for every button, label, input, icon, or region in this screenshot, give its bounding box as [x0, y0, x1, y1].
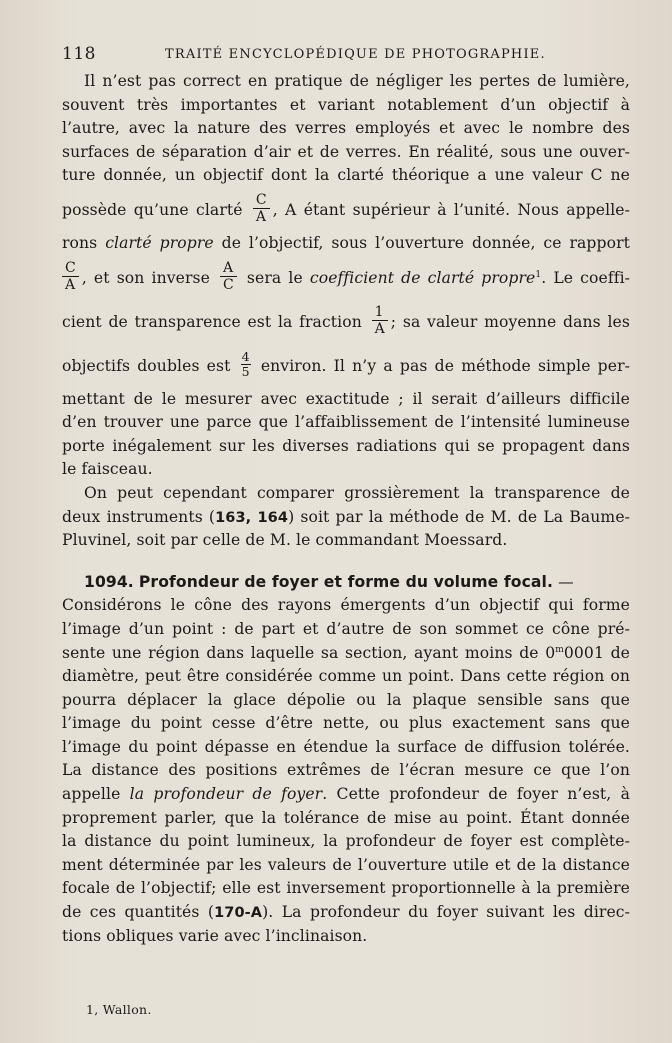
page-body: [62, 70, 630, 948]
text-line: l’image du point dépasse en étendue la surface de diffusion tolérée.: [62, 737, 630, 756]
text-segment: de ces quantités (: [62, 903, 215, 922]
text-line: Il n’est pas correct en pratique de négliger les pertes de lumière,: [84, 72, 630, 90]
text-segment: objectifs doubles est: [62, 356, 231, 375]
paragraph-clarte: [62, 70, 630, 482]
cross-reference[interactable]: 170-A: [214, 905, 263, 922]
text-line: pourra déplacer la glace dépolie ou la plaque sensible sans que: [62, 690, 630, 709]
footnote-marker[interactable]: 1: [535, 269, 542, 280]
text-line: [62, 506, 630, 530]
fraction-numerator: A: [220, 260, 237, 277]
section-heading: [62, 571, 630, 595]
text-line: porte inégalement sur les diverses radiations qui se propagent dans: [62, 436, 630, 455]
paragraph-transparence: [62, 482, 630, 553]
text-line: proprement parler, que la tolérance de mise au point. Étant donnée: [62, 808, 630, 827]
footnote: 1, Wallon.: [86, 1002, 152, 1017]
fraction-denominator: A: [65, 277, 76, 294]
text-segment: ). La profondeur du foyer suivant les direc-: [262, 903, 631, 922]
text-line: la distance du point lumineux, la profondeur de foyer est complète-: [62, 832, 630, 851]
fraction-c-over-a: [253, 192, 270, 225]
fraction-denominator: A: [374, 321, 385, 338]
text-line: ture donnée, un objectif dont la clarté théorique a une valeur C ne: [62, 166, 630, 185]
text-line-with-fraction: [62, 344, 630, 388]
text-segment: deux instruments (: [62, 507, 216, 526]
text-line: diamètre, peut être considérée comme un point. Dans cette région on: [62, 667, 630, 686]
italic-term: la profondeur de foyer: [129, 785, 323, 804]
text-line: [62, 232, 630, 256]
fraction-1-over-a: [372, 304, 388, 337]
text-segment: de l’objectif, sous l’ouverture donnée, ce rapport: [221, 233, 631, 252]
text-segment: . Le coeffi-: [541, 268, 631, 287]
text-line: souvent très importantes et variant notablement d’un objectif à: [62, 95, 630, 114]
text-line: surfaces de séparation d’air et de verres. En réalité, sous une ouver-: [62, 142, 630, 161]
italic-term: coefficient de clarté propre: [309, 268, 536, 287]
section-1094: [62, 571, 630, 949]
section-title: Profondeur de foyer et forme du volume focal.: [138, 572, 554, 591]
fraction-a-over-c: [220, 260, 237, 293]
text-segment: possède qu’une clarté: [62, 200, 243, 219]
fraction-denominator: A: [255, 209, 267, 226]
text-segment: environ. Il n’y a pas de méthode simple per-: [260, 356, 630, 375]
unit-superscript: m: [555, 644, 564, 655]
text-line: On peut cependant comparer grossièrement la transparence de: [84, 483, 630, 502]
text-line: [62, 642, 630, 666]
fraction-denominator: 5: [241, 364, 250, 380]
text-segment: sente une région dans laquelle sa section, ayant moins de 0: [62, 643, 556, 662]
text-segment: rons: [62, 233, 98, 252]
text-line: mettant de le mesurer avec exactitude ; il serait d’ailleurs difficile: [62, 389, 630, 408]
running-title: TRAITÉ ENCYCLOPÉDIQUE DE PHOTOGRAPHIE.: [165, 47, 546, 62]
text-line-with-fraction: [62, 256, 630, 300]
text-line: ment déterminée par les valeurs de l’ouverture utile et de la distance: [62, 855, 630, 874]
text-segment: sera le: [246, 268, 303, 287]
text-line: [62, 783, 630, 807]
text-line: tions obliques varie avec l’inclinaison.: [62, 926, 368, 945]
fraction-c-over-a: [62, 260, 79, 293]
text-line: Considérons le cône des rayons émergents d’un objectif qui forme: [62, 596, 630, 615]
fraction-numerator: 4: [241, 349, 250, 365]
italic-term: clarté propre: [105, 233, 214, 252]
text-line: d’en trouver une parce que l’affaiblissement de l’intensité lumineuse: [62, 413, 630, 432]
fraction-denominator: C: [223, 277, 234, 294]
text-line: le faisceau.: [62, 460, 153, 479]
fraction-numerator: C: [62, 260, 79, 277]
text-segment: ; sa valeur moyenne dans les: [390, 312, 630, 331]
text-line-with-fraction: [62, 300, 630, 344]
text-line: focale de l’objectif; elle est inversement proportionnelle à la première: [62, 879, 630, 898]
text-segment: 0001 de: [563, 643, 631, 662]
text-line: l’autre, avec la nature des verres employés et avec le nombre des: [62, 119, 630, 138]
text-segment: cient de transparence est la fraction: [62, 312, 362, 331]
cross-reference[interactable]: 163, 164: [215, 509, 289, 526]
text-segment: appelle: [62, 785, 121, 804]
text-segment: —: [553, 572, 574, 591]
text-segment: , A étant supérieur à l’unité. Nous appelle-: [272, 200, 630, 219]
text-line: La distance des positions extrêmes de l’écran mesure ce que l’on: [62, 761, 630, 780]
text-segment: , et son inverse: [81, 268, 210, 287]
text-line-with-fraction: [62, 188, 630, 232]
fraction-4-over-5: [241, 350, 251, 379]
section-number: 1094.: [84, 572, 134, 591]
fraction-numerator: C: [253, 192, 270, 209]
text-line: [62, 901, 630, 925]
text-segment: ) soit par la méthode de M. de La Baume-: [288, 507, 631, 526]
text-line: l’image du point cesse d’être nette, ou plus exactement sans que: [62, 714, 630, 733]
text-line: Pluvinel, soit par celle de M. le commandant Moessard.: [62, 531, 508, 550]
fraction-numerator: 1: [372, 304, 388, 321]
section-gap: [62, 553, 630, 571]
text-segment: . Cette profondeur de foyer n’est, à: [322, 785, 631, 804]
page-header: [62, 44, 632, 68]
text-line: l’image d’un point : de part et d’autre de son sommet ce cône pré-: [62, 619, 630, 638]
page-number: 118: [62, 44, 96, 64]
